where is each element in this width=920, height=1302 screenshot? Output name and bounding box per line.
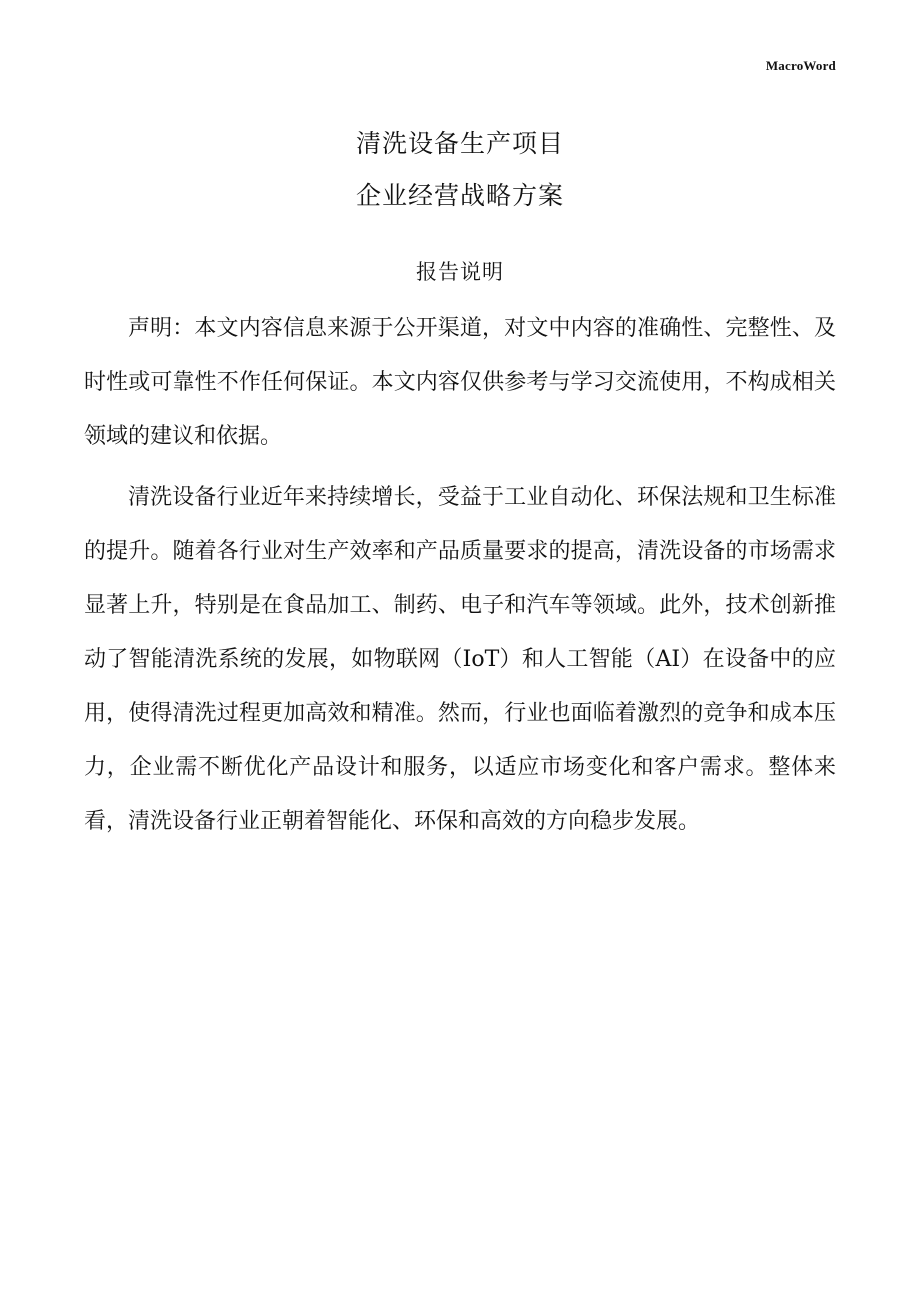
header-brand: MacroWord [765,58,836,73]
document-title-line-1: 清洗设备生产项目 [355,129,564,158]
industry-overview-paragraph: 清洗设备行业近年来持续增长，受益于工业自动化、环保法规和卫生标准的提升。随着各行业对生产效率和产品质量要求的提高，清洗设备的市场需求显著上升，特别是在食品加工、制药、电子和汽车等领域。此外，技术创新推动了智能清洗系统的发展，如物联网（IoT）和人工智能（AI）在设备中的应用，使得清洗过程更加高效和精准。然而，行业也面临着激烈的竞争和成本压力，企业需不断优化产品设计和服务，以适应市场变化和客户需求。整体来看，清洗设备行业正朝着智能化、环保和高效的方向稳步发展。 [84,485,836,834]
document-title-line-2: 企业经营战略方案 [355,181,564,210]
section-heading: 报告说明 [416,260,504,284]
disclaimer-paragraph: 声明：本文内容信息来源于公开渠道，对文中内容的准确性、完整性、及时性或可靠性不作任何保证。本文内容仅供参考与学习交流使用，不构成相关领域的建议和依据。 [84,316,836,449]
